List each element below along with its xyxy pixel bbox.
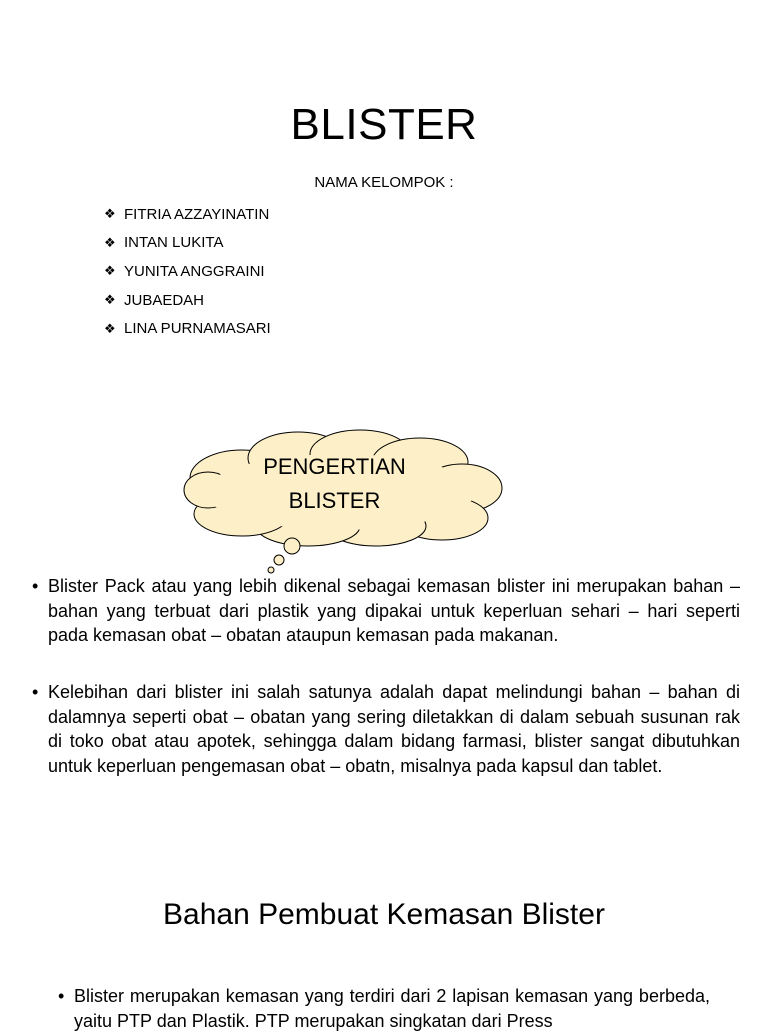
thought-bubble-small [268, 567, 274, 573]
thought-bubble-medium [274, 555, 284, 565]
diamond-bullet-icon: ❖ [104, 263, 116, 279]
diamond-bullet-icon: ❖ [104, 206, 116, 222]
thought-bubble-large [284, 538, 300, 554]
cloud-label [232, 450, 437, 518]
bullet-icon: • [58, 986, 65, 1006]
list-item [104, 200, 271, 229]
cloud-label-line-1: PENGERTIAN [263, 454, 406, 479]
diamond-bullet-icon: ❖ [104, 320, 116, 336]
paragraph-advantages: Kelebihan dari blister ini salah satunya adalah dapat melindungi bahan – bahan di dalamnya seperti obat – obatan yang sering diletakkan di dalam sebuah susunan rak di toko obat atau apotek, sehingga dalam bidang farmasi, blister sangat dibutuhkan untuk keperluan pengemasan obat – obatn, misalnya pada kapsul dan tablet. [48, 682, 740, 776]
member-name: INTAN LUKITA [124, 234, 224, 252]
diamond-bullet-icon: ❖ [104, 292, 116, 308]
paragraph-definition: Blister Pack atau yang lebih dikenal sebagai kemasan blister ini merupakan bahan – bahan yang terbuat dari plastik yang dipakai untuk keperluan sehari – hari seperti pada kemasan obat – obatan ataupun kemasan pada makanan. [48, 576, 740, 645]
list-item [104, 257, 271, 286]
bullet-icon: • [32, 682, 39, 702]
paragraph-materials: Blister merupakan kemasan yang terdiri dari 2 lapisan kemasan yang berbeda, yaitu PTP dan Plastik. PTP merupakan singkatan dari Press [74, 986, 710, 1031]
member-name: LINA PURNAMASARI [124, 320, 271, 338]
list-item [104, 314, 271, 343]
section-title: Bahan Pembuat Kemasan Blister [163, 898, 605, 931]
member-name: YUNITA ANGGRAINI [124, 262, 265, 280]
diamond-bullet-icon: ❖ [104, 234, 116, 250]
bullet-icon: • [32, 576, 39, 596]
group-label: NAMA KELOMPOK : [314, 174, 454, 191]
list-item [104, 286, 271, 315]
member-name: FITRIA AZZAYINATIN [124, 205, 270, 223]
member-list [104, 200, 271, 343]
slide-title: BLISTER [290, 100, 478, 149]
cloud-label-line-2: BLISTER [288, 488, 381, 513]
member-name: JUBAEDAH [124, 291, 205, 309]
list-item [104, 229, 271, 258]
